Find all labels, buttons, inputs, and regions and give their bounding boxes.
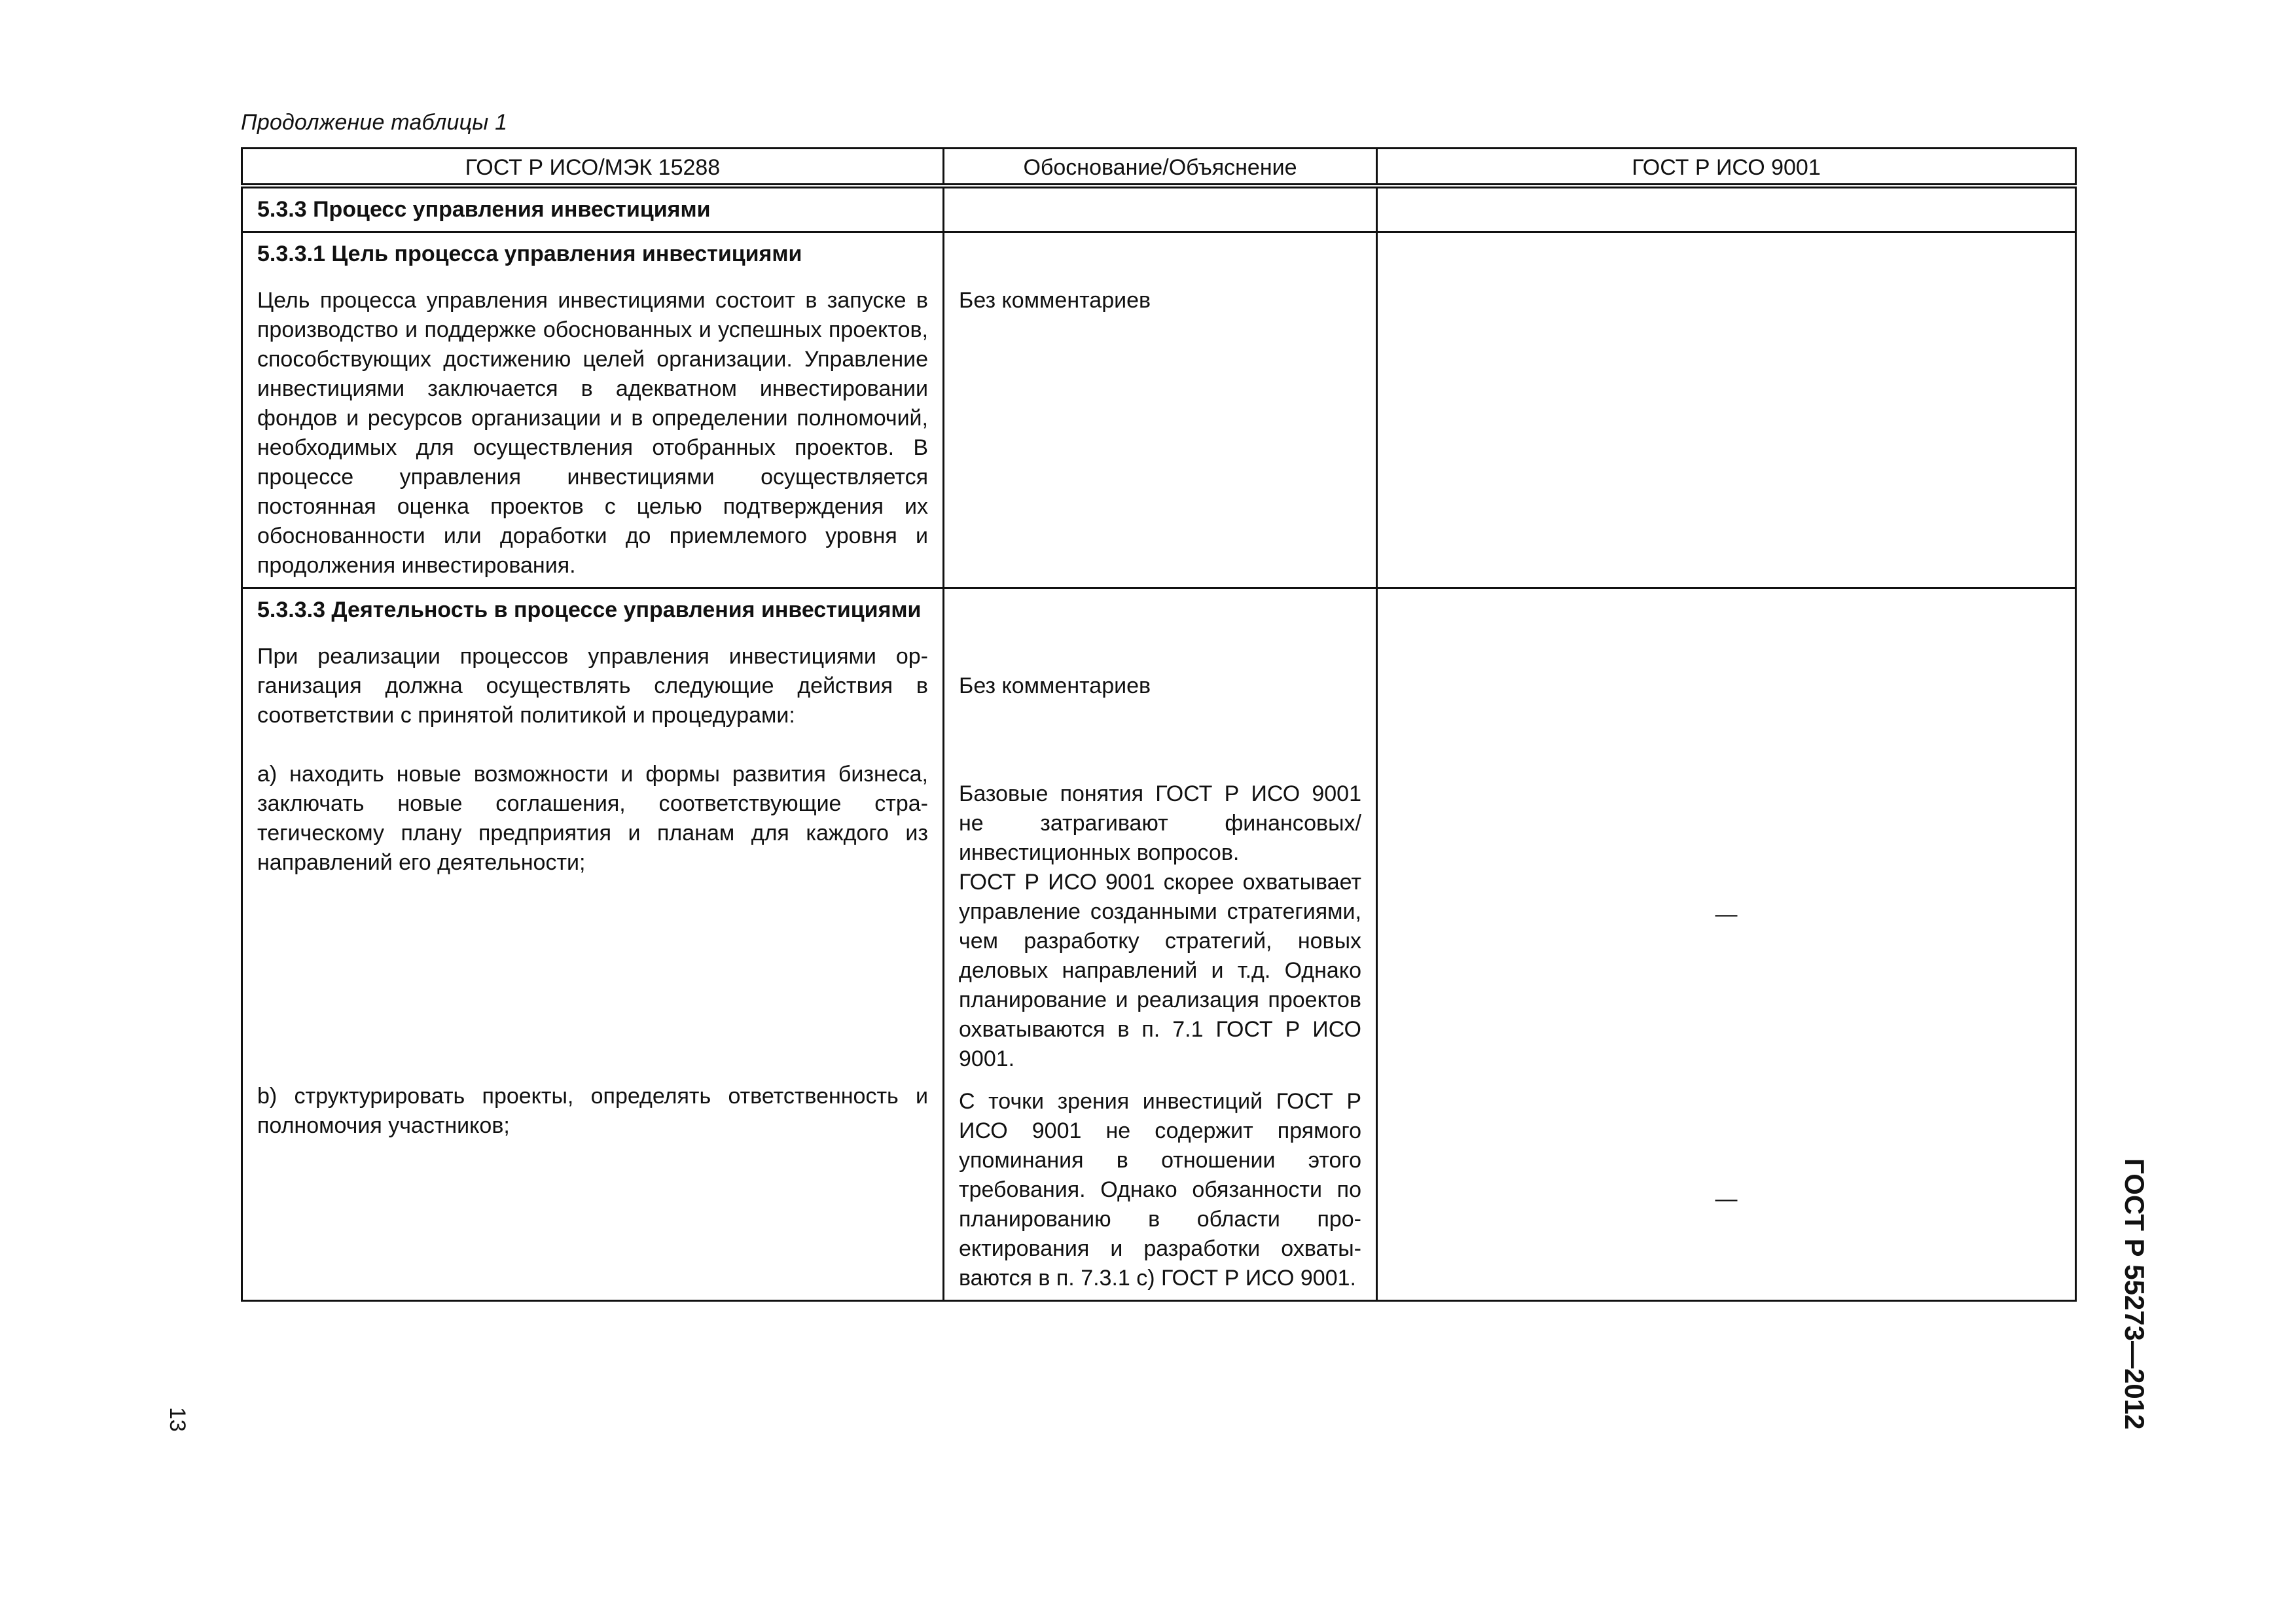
goal-cell <box>242 232 944 588</box>
goal-comment-cell <box>944 232 1377 588</box>
activity-item-a: a) находить новые возможности и формы развития бизнеса, заключать новые соглашения, соответствующие стратегическому плану предприятия и планам для каждого из направлений его деятельности; <box>257 762 928 875</box>
item-a-comment-2: ГОСТ Р ИСО 9001 скорее охватывает управление созданными стратегиями, чем разработку стратегий, новых деловых направлений и т.д. Однако планирование и реализация проектов охватываются в п. 7.1 ГОСТ Р ИСО 9001. <box>959 870 1361 1071</box>
goal-comment: Без комментариев <box>959 288 1151 313</box>
goal-title: 5.3.3.1 Цель процесса управления инвестициями <box>257 241 802 266</box>
section-title: 5.3.3 Процесс управления инвестициями <box>257 197 711 222</box>
table-row <box>242 232 2076 588</box>
empty-cell <box>944 186 1377 232</box>
activity-item-b: b) структурировать проекты, определять ответственность и полномочия участников; <box>257 1084 928 1138</box>
item-b-comment: С точки зрения инвестиций ГОСТ Р ИСО 9001 не содержит прямого упоминания в отношении этого требования. Однако обязанности по планированию в области проектирования и разработки охватываются в п. 7.3.1 с) ГОСТ Р ИСО 9001. <box>959 1089 1361 1291</box>
table-row <box>242 186 2076 232</box>
comparison-table <box>241 147 2077 1302</box>
header-iso-9001: ГОСТ Р ИСО 9001 <box>1377 149 2076 187</box>
activity-iso-cell <box>1377 588 2076 1301</box>
section-title-cell <box>242 186 944 232</box>
activity-comment-cell <box>944 588 1377 1301</box>
table-caption: Продолжение таблицы 1 <box>241 110 508 135</box>
empty-cell <box>1377 186 2076 232</box>
table-header-row <box>242 149 2076 187</box>
item-a-comment-1: Базовые понятия ГОСТ Р ИСО 9001 не затрагивают финансовых/ инвестиционных вопросов. <box>959 781 1361 865</box>
document-code: ГОСТ Р 55273—2012 <box>2119 1158 2150 1430</box>
activity-intro-comment: Без комментариев <box>959 673 1151 698</box>
item-b-iso-dash: — <box>1715 1186 1738 1211</box>
item-a-iso-dash: — <box>1715 902 1738 927</box>
empty-cell <box>1377 232 2076 588</box>
page-number: 13 <box>165 1407 190 1432</box>
goal-text: Цель процесса управления инвестициями состоит в запуске в производство и поддержке обоснованных и успешных проектов, способствующих достижению целей организации. Управление инвестициями заключается в адекватном инвестировании фондов и ресурсов организации и в определении полномочий, необходимых для осуществления отобранных проектов. В процессе управления инвестициями осуществляется постоянная оценка проектов с целью подтверждения их обоснованности или доработки до приемлемого уровня и продолжения инвестирования. <box>257 288 928 578</box>
table-row <box>242 588 2076 1301</box>
activity-cell <box>242 588 944 1301</box>
activity-intro: При реализации процессов управления инвестициями организация должна осуществлять следующие действия в соответствии с принятой политикой и процедурами: <box>257 644 928 728</box>
header-justification: Обоснование/Объяснение <box>944 149 1377 187</box>
activity-title: 5.3.3.3 Деятельность в процессе управления инвестициями <box>257 597 922 622</box>
header-gost-15288: ГОСТ Р ИСО/МЭК 15288 <box>242 149 944 187</box>
